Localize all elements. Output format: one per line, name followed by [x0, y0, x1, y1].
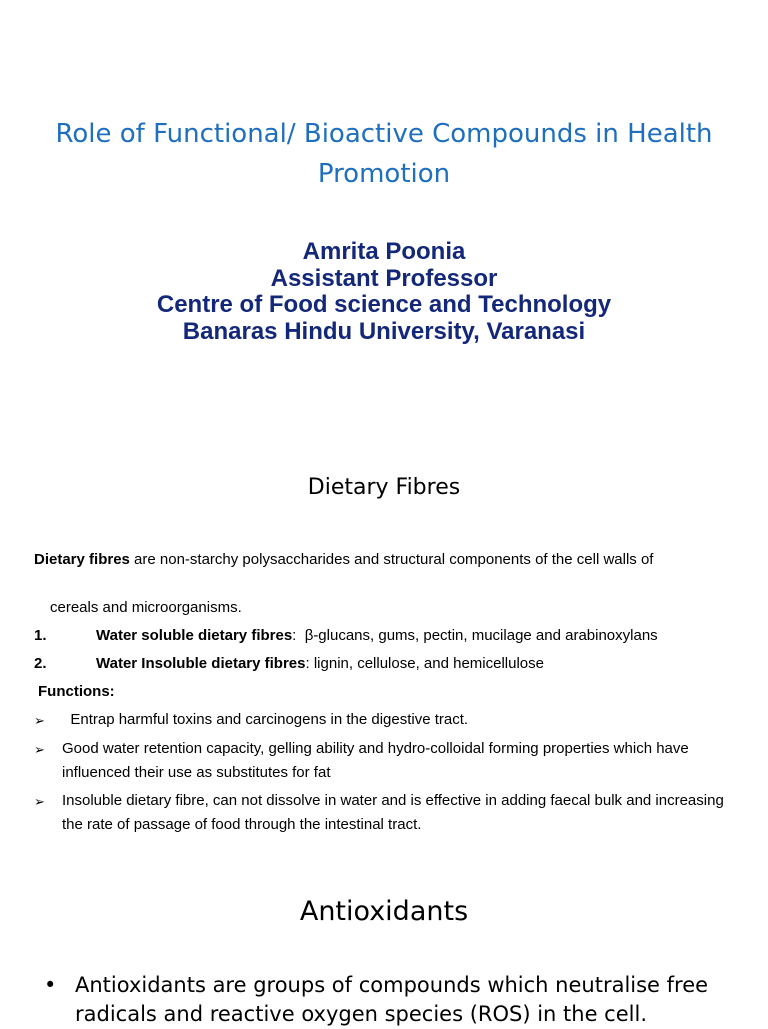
author-name: Amrita Poonia	[302, 238, 466, 265]
function-item	[34, 708, 744, 733]
author-institution: Banaras Hindu University, Varanasi	[182, 317, 586, 345]
function-item	[34, 789, 744, 837]
slide-heading: Dietary Fibres	[307, 475, 461, 500]
intro-text: are non-starchy polysaccharides and structural components of the cell walls of	[129, 551, 654, 568]
fibre-type-insoluble	[34, 652, 744, 676]
function-text: Insoluble dietary fibre, can not dissolve in water and is effective in adding faecal bulk and increasing the rate of passage of food through the intestinal tract.	[62, 792, 724, 833]
fibre-type-examples: β-glucans, gums, pectin, mucilage and arabinoxylans	[304, 627, 658, 644]
fibre-type-soluble	[34, 624, 744, 648]
antioxidants-slide	[0, 876, 768, 1024]
separator: :	[292, 627, 305, 644]
fibre-type-label: Water soluble dietary fibres	[96, 627, 293, 644]
intro-text-line2: cereals and microorganisms.	[50, 599, 242, 616]
arrow-bullet-icon: ➢	[34, 794, 45, 809]
function-text: Good water retention capacity, gelling ability and hydro-colloidal forming properties which have influenced their use as substitutes for fat	[62, 740, 689, 781]
author-position: Assistant Professor	[270, 264, 498, 292]
functions-label: Functions:	[38, 683, 115, 700]
dietary-fibres-slide	[0, 440, 768, 870]
arrow-bullet-icon: ➢	[34, 713, 45, 728]
intro-term: Dietary fibres	[34, 551, 130, 568]
fibre-type-examples: lignin, cellulose, and hemicellulose	[313, 655, 544, 672]
list-number: 2.	[34, 655, 47, 672]
bullet-text: Antioxidants are groups of compounds which neutralise free radicals and reactive oxygen species (ROS) in the cell.	[75, 973, 709, 1026]
arrow-bullet-icon: ➢	[34, 742, 45, 757]
author-department: Centre of Food science and Technology	[156, 291, 612, 318]
list-number: 1.	[34, 627, 47, 644]
title-slide	[0, 0, 768, 430]
fibre-type-label: Water Insoluble dietary fibres	[96, 655, 306, 672]
function-item	[34, 737, 744, 785]
author-block	[0, 239, 768, 345]
intro-paragraph	[34, 548, 744, 596]
bullet-dot-icon: •	[44, 973, 57, 997]
bullet-item	[44, 971, 744, 1029]
function-text: Entrap harmful toxins and carcinogens in the digestive tract.	[62, 711, 469, 728]
presentation-title: Role of Functional/ Bioactive Compounds in Health Promotion	[55, 119, 713, 189]
slide-body	[34, 548, 744, 837]
separator: :	[305, 655, 314, 672]
slide-heading: Antioxidants	[299, 896, 469, 927]
